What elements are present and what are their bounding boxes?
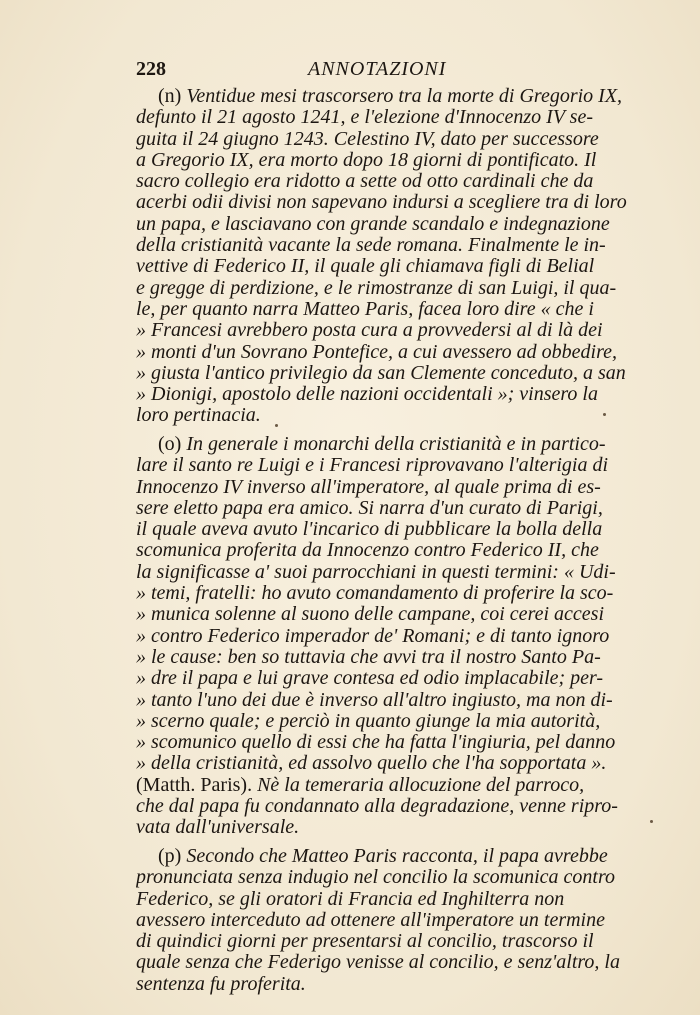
text-line (136, 867, 654, 888)
line-text: un papa, e lasciavano con grande scandalo e indegnazione (136, 213, 610, 235)
text-line (136, 817, 654, 838)
line-text: » le cause: ben so tuttavia che avvi tra il nostro Santo Pa- (136, 646, 601, 668)
line-text: di quindici giorni per presentarsi al concilio, trascorso il (136, 931, 594, 953)
text-line (136, 711, 654, 732)
line-text: guita il 24 giugno 1243. Celestino IV, dato per successore (136, 128, 599, 150)
line-text: avessero interceduto ad ottenere all'imperatore un termine (136, 909, 605, 931)
text-line (136, 626, 654, 647)
text-line (136, 278, 654, 299)
line-text: a Gregorio IX, era morto dopo 18 giorni di pontificato. Il (136, 149, 597, 171)
line-text: Innocenzo IV inverso all'imperatore, al quale prima di es- (136, 476, 601, 498)
text-line (136, 405, 654, 426)
line-text: la significasse a' suoi parrocchiani in questi termini: « Udi- (136, 561, 616, 583)
text-line (136, 732, 654, 753)
line-text: il quale aveva avuto l'incarico di pubblicare la bolla della (136, 519, 603, 541)
line-text: sere eletto papa era amico. Si narra d'un curato di Parigi, (136, 497, 603, 519)
paper-speck (603, 413, 606, 416)
text-line (136, 952, 654, 973)
line-text: » Francesi avrebbero posta cura a provvedersi al di là dei (136, 320, 603, 342)
line-text: Ventidue mesi trascorsero tra la morte di Gregorio IX, (186, 86, 623, 107)
text-line (136, 889, 654, 910)
text-line (136, 150, 654, 171)
line-text: Secondo che Matteo Paris racconta, il papa avrebbe (186, 846, 608, 867)
text-line (136, 931, 654, 952)
text-line (136, 299, 654, 320)
line-text: » scerno quale; e perciò in quanto giunge la mia autorità, (136, 710, 601, 732)
line-text: In generale i monarchi della cristianità e in partico- (186, 434, 606, 455)
text-line (136, 910, 654, 931)
line-text: Nè la temeraria allocuzione del parroco, (257, 774, 585, 796)
text-line (136, 604, 654, 625)
text-line (136, 107, 654, 128)
text-line (136, 86, 654, 107)
text-line (136, 192, 654, 213)
line-text: defunto il 21 agosto 1241, e l'elezione d'Innocenzo IV se- (136, 107, 593, 129)
note-label: (n) (158, 86, 187, 107)
line-text: scomunica proferita da Innocenzo contro Federico II, che (136, 540, 599, 562)
text-line (136, 562, 654, 583)
annotation-p (136, 846, 654, 995)
text-line (136, 129, 654, 150)
text-line (136, 540, 654, 561)
line-text: vata dall'universale. (136, 817, 300, 839)
text-line (136, 846, 654, 867)
line-text: » munica solenne al suono delle campane, coi cerei accesi (136, 604, 605, 626)
text-line (136, 256, 654, 277)
paper-speck (650, 820, 653, 823)
line-text: pronunciata senza indugio nel concilio la scomunica contro (136, 867, 616, 889)
text-line (136, 455, 654, 476)
text-line (136, 434, 654, 455)
line-text: » dre il papa e lui grave contesa ed odio implacabile; per- (136, 668, 604, 690)
text-line (136, 320, 654, 341)
text-line (136, 171, 654, 192)
text-line (136, 690, 654, 711)
line-text: le, per quanto narra Matteo Paris, facea loro dire « che i (136, 298, 594, 320)
text-line (136, 498, 654, 519)
line-text: » giusta l'antico privilegio da san Clemente conceduto, a san (136, 362, 626, 384)
line-text: che dal papa fu condannato alla degradazione, venne ripro- (136, 796, 618, 818)
text-line (136, 384, 654, 405)
note-label: (Matth. Paris). (136, 774, 258, 796)
line-text: » della cristianità, ed assolvo quello che l'ha sopportata ». (136, 753, 607, 775)
line-text: loro pertinacia. (136, 405, 261, 427)
line-text: sentenza fu proferita. (136, 973, 306, 995)
page-number: 228 (136, 58, 166, 80)
line-text: Federico, se gli oratori di Francia ed Inghilterra non (136, 888, 565, 910)
line-text: » contro Federico imperador de' Romani; e di tanto ignoro (136, 625, 610, 647)
line-text: » tanto l'uno dei due è inverso all'altro ingiusto, ma non di- (136, 689, 613, 711)
text-line (136, 519, 654, 540)
line-text: sacro collegio era ridotto a sette od otto cardinali che da (136, 171, 594, 193)
text-line (136, 235, 654, 256)
annotation-o (136, 434, 654, 839)
note-label: (p) (158, 846, 187, 867)
paper-speck (275, 424, 278, 427)
line-text: lare il santo re Luigi e i Francesi riprovavano l'alterigia di (136, 455, 609, 477)
page-header (136, 58, 556, 84)
text-line (136, 477, 654, 498)
text-line (136, 753, 654, 774)
line-text: della cristianità vacante la sede romana. Finalmente le in- (136, 235, 606, 257)
line-text: » temi, fratelli: ho avuto comandamento di proferire la sco- (136, 583, 614, 605)
text-line (136, 775, 654, 796)
line-text: e gregge di perdizione, e le rimostranze di san Luigi, il qua- (136, 277, 617, 299)
line-text: » monti d'un Sovrano Pontefice, a cui avessero ad obbedire, (136, 341, 618, 363)
running-title: ANNOTAZIONI (308, 58, 447, 80)
line-text: » scomunico quello di essi che ha fatta l'ingiuria, pel danno (136, 732, 616, 754)
line-text: quale senza che Federigo venisse al concilio, e senz'altro, la (136, 952, 620, 974)
note-label: (o) (158, 434, 187, 455)
text-line (136, 342, 654, 363)
line-text: acerbi odii divisi non sapevano indursi a scegliere tra di loro (136, 192, 627, 214)
text-line (136, 583, 654, 604)
text-line (136, 974, 654, 995)
line-text: » Dionigi, apostolo delle nazioni occidentali »; vinsero la (136, 384, 598, 406)
annotation-n (136, 86, 654, 427)
text-line (136, 668, 654, 689)
text-line (136, 214, 654, 235)
line-text: vettive di Federico II, il quale gli chiamava figli di Belial (136, 256, 595, 278)
text-line (136, 363, 654, 384)
text-line (136, 796, 654, 817)
text-line (136, 647, 654, 668)
